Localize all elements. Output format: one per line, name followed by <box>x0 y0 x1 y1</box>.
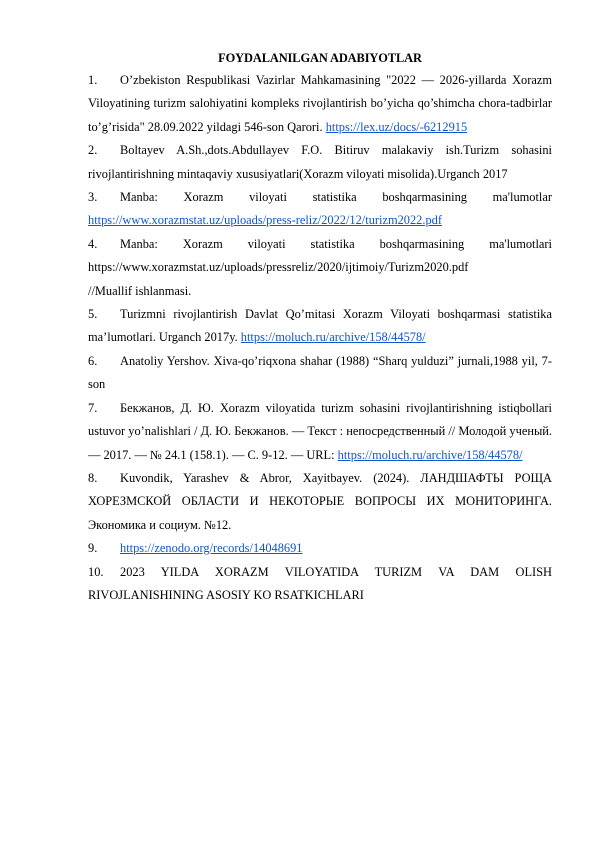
reference-text: Turizmni rivojlantirish Davlat Qo’mitasi Xorazm Viloyati boshqarmasi statistika ma’lumotlari. Urganch 2017y. <box>88 307 552 345</box>
reference-item-8 <box>88 467 552 537</box>
reference-link[interactable]: https://www.xorazmstat.uz/uploads/press-reliz/2022/12/turizm2022.pdf <box>88 213 442 228</box>
reference-link[interactable]: https://moluch.ru/archive/158/44578/ <box>240 330 426 345</box>
reference-number: 10. <box>88 564 104 579</box>
reference-text: Anatoliy Yershov. Xiva-qo’riqxona shahar (1988) “Sharq yulduzi” jurnali,1988 yil, 7-son <box>88 353 552 392</box>
reference-page <box>88 50 552 607</box>
reference-text: Boltayev A.Sh.,dots.Abdullayev F.O. Bitiruv malakaviy ish.Turizm sohasini rivojlantirishning mintaqaviy xususiyatlari(Xorazm viloyati misolida).Urganch 2017 <box>88 143 552 181</box>
reference-item-2 <box>88 139 552 186</box>
reference-item-4 <box>88 233 552 303</box>
reference-item-5 <box>88 303 552 350</box>
reference-item-10 <box>88 561 552 608</box>
reference-item-3 <box>88 186 552 233</box>
reference-item-6 <box>88 350 552 397</box>
reference-text: O’zbekiston Respublikasi Vazirlar Mahkamasining "2022 — 2026-yillarda Xorazm Viloyatining turizm salohiyatini kompleks rivojlantirish bo’yicha qo’shimcha chora-tadbirlar to’g’risida" 28.09.2022 yildagi 546-son Qarori. <box>88 73 552 134</box>
page-title: FOYDALANILGAN ADABIYOTLAR <box>218 51 422 65</box>
reference-number: 8. <box>88 470 98 485</box>
reference-number: 5. <box>88 307 98 322</box>
reference-number: 6. <box>88 353 98 368</box>
reference-text: 2023 YILDA XORAZM VILOYATIDA TURIZM VA DAM OLISH RIVOJLANISHINING ASOSIY KO RSATKICHLARI <box>88 564 552 602</box>
reference-link[interactable]: https://zenodo.org/records/14048691 <box>120 541 303 556</box>
reference-text: Бекжанов, Д. Ю. Xorazm viloyatida turizm sohasini rivojlantirishning istiqbollari ustuvor yo’nalishlari / Д. Ю. Бекжанов. — Текст : непосредственный // Молодой ученый. — 2017. — № 24.1 (158.1). — С. 9-12. — URL: <box>88 400 552 462</box>
reference-url-text: https://www.xorazmstat.uz/uploads/pressreliz/2020/ijtimoiy/Turizm2020.pdf <box>88 260 469 275</box>
reference-text: Kuvondik, Yarashev & Abror, Xayitbayev. (2024). ЛАНДШАФТЫ РОЩА ХОРЕЗМСКОЙ ОБЛАСТИ И НЕКОТОРЫЕ ВОПРОСЫ ИХ МОНИТОРИНГА. Экономика и социум. №12. <box>88 470 552 532</box>
reference-number: 2. <box>88 143 98 158</box>
reference-item-1 <box>88 69 552 139</box>
reference-number: 7. <box>88 400 98 415</box>
reference-text: Manba: Xorazm viloyati statistika boshqarmasining ma'lumotlar <box>120 190 552 205</box>
reference-link[interactable]: https://moluch.ru/archive/158/44578/ <box>337 447 523 462</box>
reference-item-7 <box>88 397 552 467</box>
reference-number: 4. <box>88 236 98 251</box>
reference-number: 3. <box>88 190 98 205</box>
reference-text: Manba: Xorazm viloyati statistika boshqarmasining ma'lumotlari <box>120 236 552 251</box>
reference-item-9 <box>88 537 552 560</box>
reference-number: 1. <box>88 73 98 87</box>
reference-number: 9. <box>88 541 98 556</box>
reference-note: //Muallif ishlanmasi. <box>88 283 192 298</box>
reference-link[interactable]: https://lex.uz/docs/-6212915 <box>325 119 468 134</box>
